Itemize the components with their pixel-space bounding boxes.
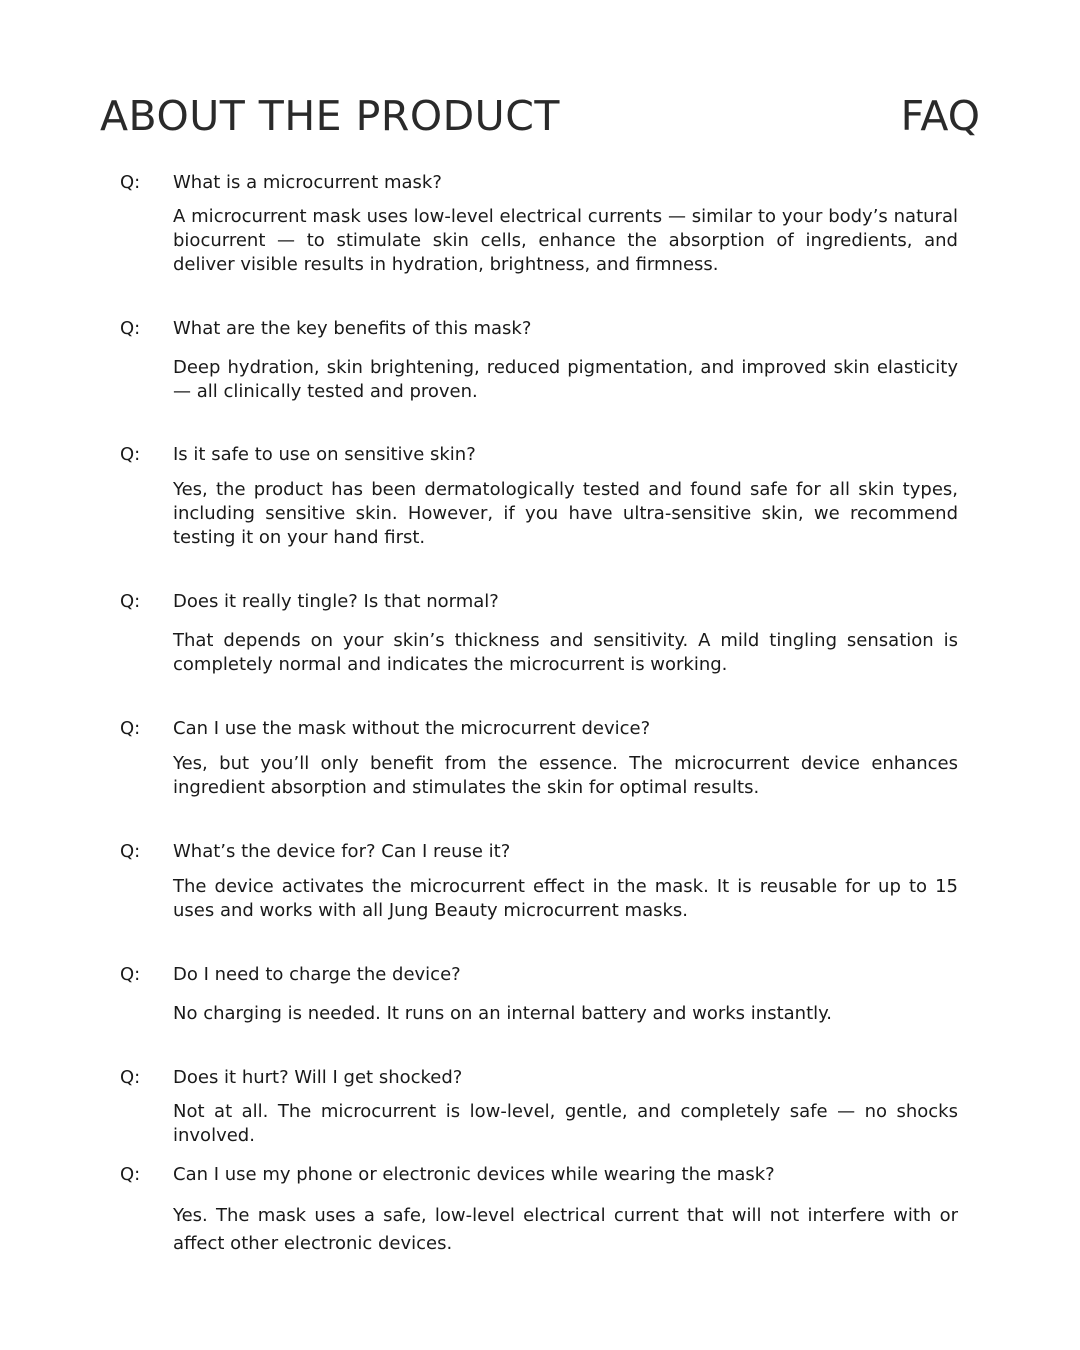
question-text: Do I need to charge the device? <box>173 964 461 985</box>
question-text: What are the key benefits of this mask? <box>173 318 532 339</box>
question-prefix: Q: <box>120 591 141 612</box>
question-prefix: Q: <box>120 964 141 985</box>
answer-text: No charging is needed. It runs on an internal battery and works instantly. <box>173 1003 832 1024</box>
answer-text: Yes, the product has been dermatologically tested and found safe for all skin types, including sensitive skin. However, if you have ultra-sensitive skin, we recommend testing it on your hand first. <box>173 479 958 548</box>
question-prefix: Q: <box>120 444 141 465</box>
question-text: Can I use my phone or electronic devices while wearing the mask? <box>173 1164 775 1185</box>
question-text: Does it hurt? Will I get shocked? <box>173 1067 463 1088</box>
page-title: ABOUT THE PRODUCT <box>100 92 560 140</box>
question-text: What’s the device for? Can I reuse it? <box>173 841 511 862</box>
answer-text: Deep hydration, skin brightening, reduced pigmentation, and improved skin elasticity — all clinically tested and proven. <box>173 357 958 402</box>
question-text: Does it really tingle? Is that normal? <box>173 591 499 612</box>
answer-text: The device activates the microcurrent effect in the mask. It is reusable for up to 15 uses and works with all Jung Beauty microcurrent masks. <box>173 876 958 921</box>
question-text: Can I use the mask without the microcurrent device? <box>173 718 651 739</box>
answer-text: That depends on your skin’s thickness and sensitivity. A mild tingling sensation is completely normal and indicates the microcurrent is working. <box>173 630 958 675</box>
page-header <box>100 92 980 144</box>
faq-tag: FAQ <box>900 92 980 140</box>
answer-text: Yes, but you’ll only benefit from the essence. The microcurrent device enhances ingredient absorption and stimulates the skin for optimal results. <box>173 753 958 798</box>
question-prefix: Q: <box>120 841 141 862</box>
question-prefix: Q: <box>120 1067 141 1088</box>
answer-text: Yes. The mask uses a safe, low-level electrical current that will not interfere with or affect other electronic devices. <box>173 1205 958 1254</box>
answer-text: A microcurrent mask uses low-level electrical currents — similar to your body’s natural biocurrent — to stimulate skin cells, enhance the absorption of ingredients, and deliver visible results in hydration, brightness, and firmness. <box>173 206 958 275</box>
question-prefix: Q: <box>120 172 141 193</box>
question-prefix: Q: <box>120 318 141 339</box>
question-prefix: Q: <box>120 718 141 739</box>
answer-text: Not at all. The microcurrent is low-level, gentle, and completely safe — no shocks involved. <box>173 1101 958 1146</box>
question-prefix: Q: <box>120 1164 141 1185</box>
question-text: What is a microcurrent mask? <box>173 172 442 193</box>
question-text: Is it safe to use on sensitive skin? <box>173 444 476 465</box>
